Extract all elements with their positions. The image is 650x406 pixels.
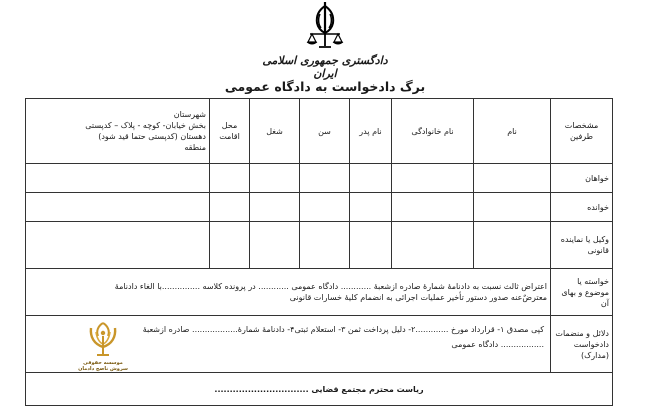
institute-logo-icon [83,320,123,360]
defendant-residence-cell[interactable] [210,193,250,222]
column-header-father-name: نام پدر [350,99,392,164]
column-header-first-name: نام [474,99,551,164]
institute-name-line2: سروش ناصح دادمان [78,366,128,372]
column-header-age: سن [300,99,350,164]
claim-label: خواسته یا موضوع و بهای آن [551,269,613,316]
address-region: منطقه [184,143,206,152]
defendant-age-cell[interactable] [300,193,350,222]
evidence-text-line2: ................. دادگاه عمومی [451,340,544,349]
claim-text-line1: اعتراض ثالث نسبت به دادنامهٔ شمارهٔ صادره ازشعبهٔ ............ دادگاه عمومی ............ در پرونده کلاسه ...............با الغاء دادنامهٔ [114,282,547,291]
column-header-job: شغل [250,99,300,164]
evidence-text-line1: کپی مصدق ۱- قرارداد مورخ .............۲- دلیل پرداخت ثمن ۳- استعلام ثبتی۴- دادنامهٔ شمارهٔ.................. صادره ازشعبهٔ [142,325,544,334]
defendant-last-name-cell[interactable] [392,193,474,222]
row-label-attorney: وکیل یا نماینده قانونی [551,222,613,269]
form-title: برگ دادخواست به دادگاه عمومی [224,79,426,94]
institute-name-line1: موسسه حقوقی [83,360,123,366]
attorney-first-name-cell[interactable] [474,222,551,269]
institute-logo [74,320,132,373]
defendant-first-name-cell[interactable] [474,193,551,222]
claim-text-line2: معترض‌ٌعنه صدور دستور تأخیر عملیات اجرائی به انضمام کلیهٔ خسارات قانونی [289,293,547,302]
attorney-last-name-cell[interactable] [392,222,474,269]
row-label-plaintiff: خواهان [551,164,613,193]
defendant-father-name-cell[interactable] [350,193,392,222]
plaintiff-first-name-cell[interactable] [474,164,551,193]
plaintiff-job-cell[interactable] [250,164,300,193]
plaintiff-address-cell[interactable] [26,164,210,193]
iran-emblem-icon [300,0,350,52]
defendant-address-cell[interactable] [26,193,210,222]
plaintiff-father-name-cell[interactable] [350,164,392,193]
judiciary-name: دادگستری جمهوری اسلامی ایران [262,54,388,80]
court-salutation: ریاست محترم مجتمع قضایی ............................... [26,373,613,406]
column-header-party: مشخصات طرفین [551,99,613,164]
plaintiff-residence-cell[interactable] [210,164,250,193]
address-postal: دهستان (کدپستی حتما قید شود) [98,132,206,141]
plaintiff-age-cell[interactable] [300,164,350,193]
petition-form-table [25,98,613,406]
address-city: شهرستان [173,110,206,119]
row-label-defendant: خوانده [551,193,613,222]
evidence-text-cell[interactable] [26,316,551,373]
address-street: بخش خیابان- کوچه - پلاک – کدپستی [85,121,206,130]
attorney-age-cell[interactable] [300,222,350,269]
column-header-residence: محل اقامت [210,99,250,164]
defendant-job-cell[interactable] [250,193,300,222]
claim-text-cell[interactable] [26,269,551,316]
attorney-job-cell[interactable] [250,222,300,269]
evidence-label: دلائل و منضمات دادخواست (مدارک) [551,316,613,373]
attorney-father-name-cell[interactable] [350,222,392,269]
attorney-address-cell[interactable] [26,222,210,269]
column-header-address [26,99,210,164]
column-header-last-name: نام خانوادگی [392,99,474,164]
attorney-residence-cell[interactable] [210,222,250,269]
plaintiff-last-name-cell[interactable] [392,164,474,193]
